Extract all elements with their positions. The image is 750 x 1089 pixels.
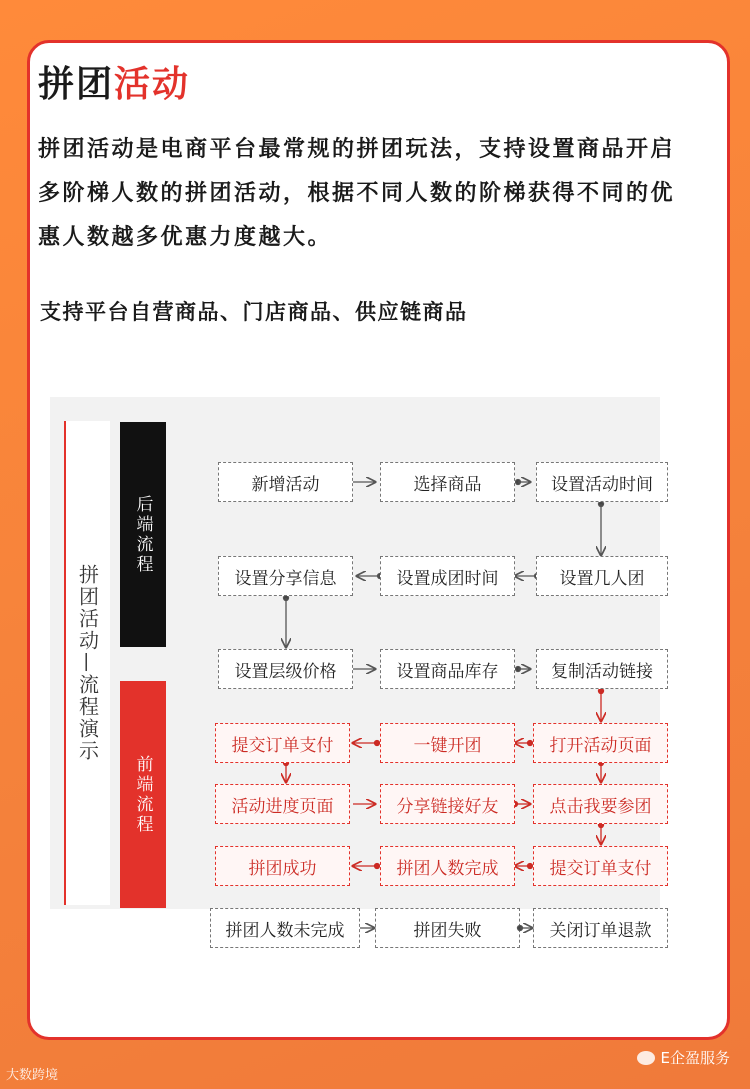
bottom-row-arrows [355, 920, 545, 936]
frontend-node-one-click-open: 一键开团 [380, 723, 515, 763]
backend-band: 后端流程 [120, 422, 166, 647]
backend-node-set-share-info: 设置分享信息 [218, 556, 353, 596]
wechat-icon [637, 1051, 655, 1065]
frontend-node-progress-page: 活动进度页面 [215, 784, 350, 824]
frontend-node-group-failed: 拼团失败 [375, 908, 520, 948]
watermark-left [6, 1064, 58, 1083]
frontend-node-submit-payment-2: 提交订单支付 [533, 846, 668, 886]
support-text: 支持平台自营商品、门店商品、供应链商品 [40, 300, 468, 324]
frontend-node-submit-payment: 提交订单支付 [215, 723, 350, 763]
backend-node-select-product: 选择商品 [380, 462, 515, 502]
diagram-side-title: 拼团活动—流程演示 [64, 421, 110, 905]
page-title [38, 56, 190, 107]
title-part-1: 拼团 [38, 64, 115, 105]
backend-node-set-group-time: 设置成团时间 [380, 556, 515, 596]
backend-node-copy-link: 复制活动链接 [536, 649, 668, 689]
flow-diagram [50, 397, 660, 909]
description-text: 拼团活动是电商平台最常规的拼团玩法，支持设置商品开启多阶梯人数的拼团活动，根据不同人数的阶梯获得不同的优惠人数越多优惠力度越大。 [38, 137, 676, 250]
backend-node-set-tier-price: 设置层级价格 [218, 649, 353, 689]
watermark-right-text: E企盈服务 [660, 1049, 730, 1067]
title-part-2-accent: 活动 [114, 64, 191, 105]
backend-node-set-activity-time: 设置活动时间 [536, 462, 668, 502]
backend-node-set-group-size: 设置几人团 [536, 556, 668, 596]
backend-node-add-activity: 新增活动 [218, 462, 353, 502]
watermark-right [637, 1047, 730, 1068]
frontend-node-share-link: 分享链接好友 [380, 784, 515, 824]
backend-node-set-stock: 设置商品库存 [380, 649, 515, 689]
frontend-node-group-success: 拼团成功 [215, 846, 350, 886]
frontend-band: 前端流程 [120, 681, 166, 908]
frontend-node-group-full: 拼团人数完成 [380, 846, 515, 886]
watermark-left-text: 大数跨境 [6, 1068, 59, 1083]
frontend-node-join-group: 点击我要参团 [533, 784, 668, 824]
frontend-node-group-incomplete: 拼团人数未完成 [210, 908, 360, 948]
frontend-node-close-refund: 关闭订单退款 [533, 908, 668, 948]
frontend-node-open-activity-page: 打开活动页面 [533, 723, 668, 763]
